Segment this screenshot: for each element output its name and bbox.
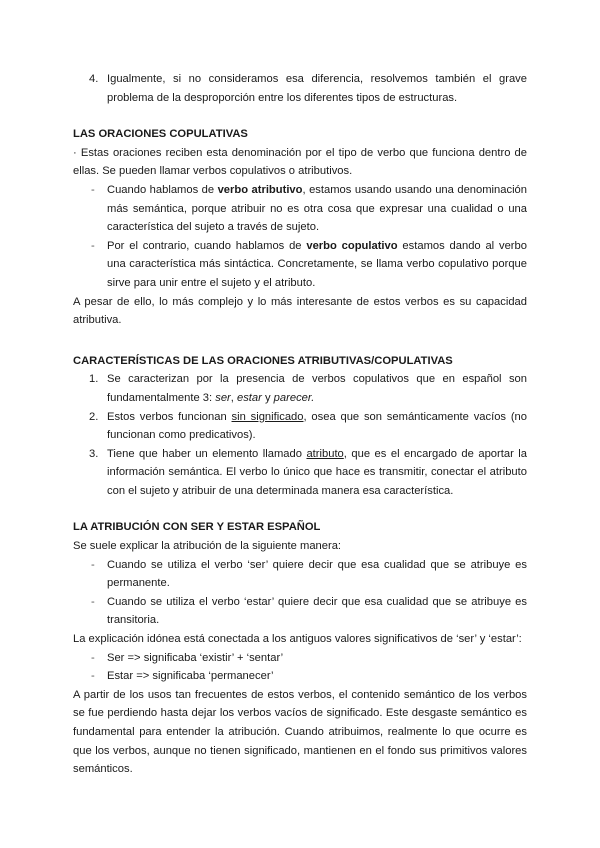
section-heading-copulativas: LAS ORACIONES COPULATIVAS [73,128,248,141]
paragraph: · Estas oraciones reciben esta denominación por el tipo de verbo que funciona dentro de ellas. Se pueden llamar verbos copulativos o atributivos. [73,146,527,178]
bold-term: verbo copulativo [306,239,398,252]
text-run: Se caracterizan por la presencia de verbos copulativos que en español son fundamentalmente 3: [107,373,527,404]
text-run: Por el contrario, cuando hablamos de [107,239,307,252]
text-run: Cuando hablamos de [107,183,218,196]
bullet-list [73,181,527,293]
bullet-list [73,556,527,630]
list-item [73,408,527,445]
list-number: 3. [89,447,99,460]
list-number: 2. [89,410,99,423]
bullet-dash: - [91,239,95,252]
list-number: 1. [89,373,99,386]
bullet-dash: - [91,670,95,683]
list-item [73,667,527,686]
list-item-text: Estar => significaba ‘permanecer’ [107,670,274,683]
list-item [73,649,527,668]
text-run: y [261,391,274,404]
bold-term: verbo atributivo [217,183,303,196]
list-item-text: Cuando se utiliza el verbo ‘estar’ quiere decir que esa cualidad que se atribuye es transitoria. [107,595,527,627]
bullet-list [73,649,527,686]
text-run: , osea que son semánticamente vacíos (no funcionan como predicativos). [107,410,528,442]
list-item-text: Ser => significaba ‘existir’ + ‘sentar’ [107,651,284,664]
bullet-dash: - [91,651,95,664]
bullet-dash: - [91,558,95,571]
text-run: estamos dando al verbo una característica más sintáctica. Concretamente, se llama verbo copulativo porque sirve para unir entre el sujeto y el atributo. [107,239,527,289]
italic-term: estar [236,391,262,404]
list-number: 4. [89,73,99,85]
bullet-dash: - [91,183,95,196]
paragraph: Se suele explicar la atribución de la siguiente manera: [73,540,342,553]
intro-list [73,70,527,107]
numbered-list [73,370,527,500]
section-heading-atribucion: LA ATRIBUCIÓN CON SER Y ESTAR ESPAÑOL [73,521,321,534]
paragraph: A pesar de ello, lo más complejo y lo más interesante de estos verbos es su capacidad atributiva. [73,295,527,327]
text-run: Tiene que haber un elemento llamado [107,447,307,460]
list-item-text: Igualmente, si no consideramos esa diferencia, resolvemos también el grave problema de la desproporción entre los diferentes tipos de estructuras. [107,73,527,104]
paragraph: La explicación idónea está conectada a los antiguos valores significativos de ‘ser’ y ‘estar’: [73,633,522,646]
list-item [73,370,527,407]
section-heading-caracteristicas: CARACTERÍSTICAS DE LAS ORACIONES ATRIBUTIVAS/COPULATIVAS [73,354,453,367]
italic-term: ser [215,391,231,404]
bullet-dash: - [91,595,95,608]
list-item [73,556,527,593]
list-item [73,237,527,293]
list-item [73,445,527,501]
list-item-text: Cuando se utiliza el verbo ‘ser’ quiere decir que esa cualidad que se atribuye es permanente. [107,558,527,590]
text-run: , [230,391,237,404]
paragraph: A partir de los usos tan frecuentes de estos verbos, el contenido semántico de los verbos se fue perdiendo hasta dejar los verbos vacíos de significado. Este desgaste semántico es fundamental para entender la atribución. Cuando atribuimos, realmente lo que ocurre es que los verbos, aunque no tienen significado, mantienen en el fondo sus primitivos valores semánticos. [73,688,527,776]
underlined-term: atributo [306,447,344,460]
list-item [73,70,527,107]
text-run: Estos verbos funcionan [107,410,232,423]
list-item [73,593,527,630]
list-item [73,181,527,237]
underlined-term: sin significado [231,410,304,423]
document-body [73,70,527,779]
text-run: , estamos usando usando una denominación más semántica, porque atribuir no es otra cosa que expresar una cualidad o una característica del sujeto a través de sujeto. [107,183,528,234]
italic-term: parecer. [273,391,315,404]
text-run: , que es el encargado de aportar la información semántica. El verbo lo único que hace es transmitir, conectar el atributo con el sujeto y atribuir de una determinada manera esa característica. [107,447,527,497]
